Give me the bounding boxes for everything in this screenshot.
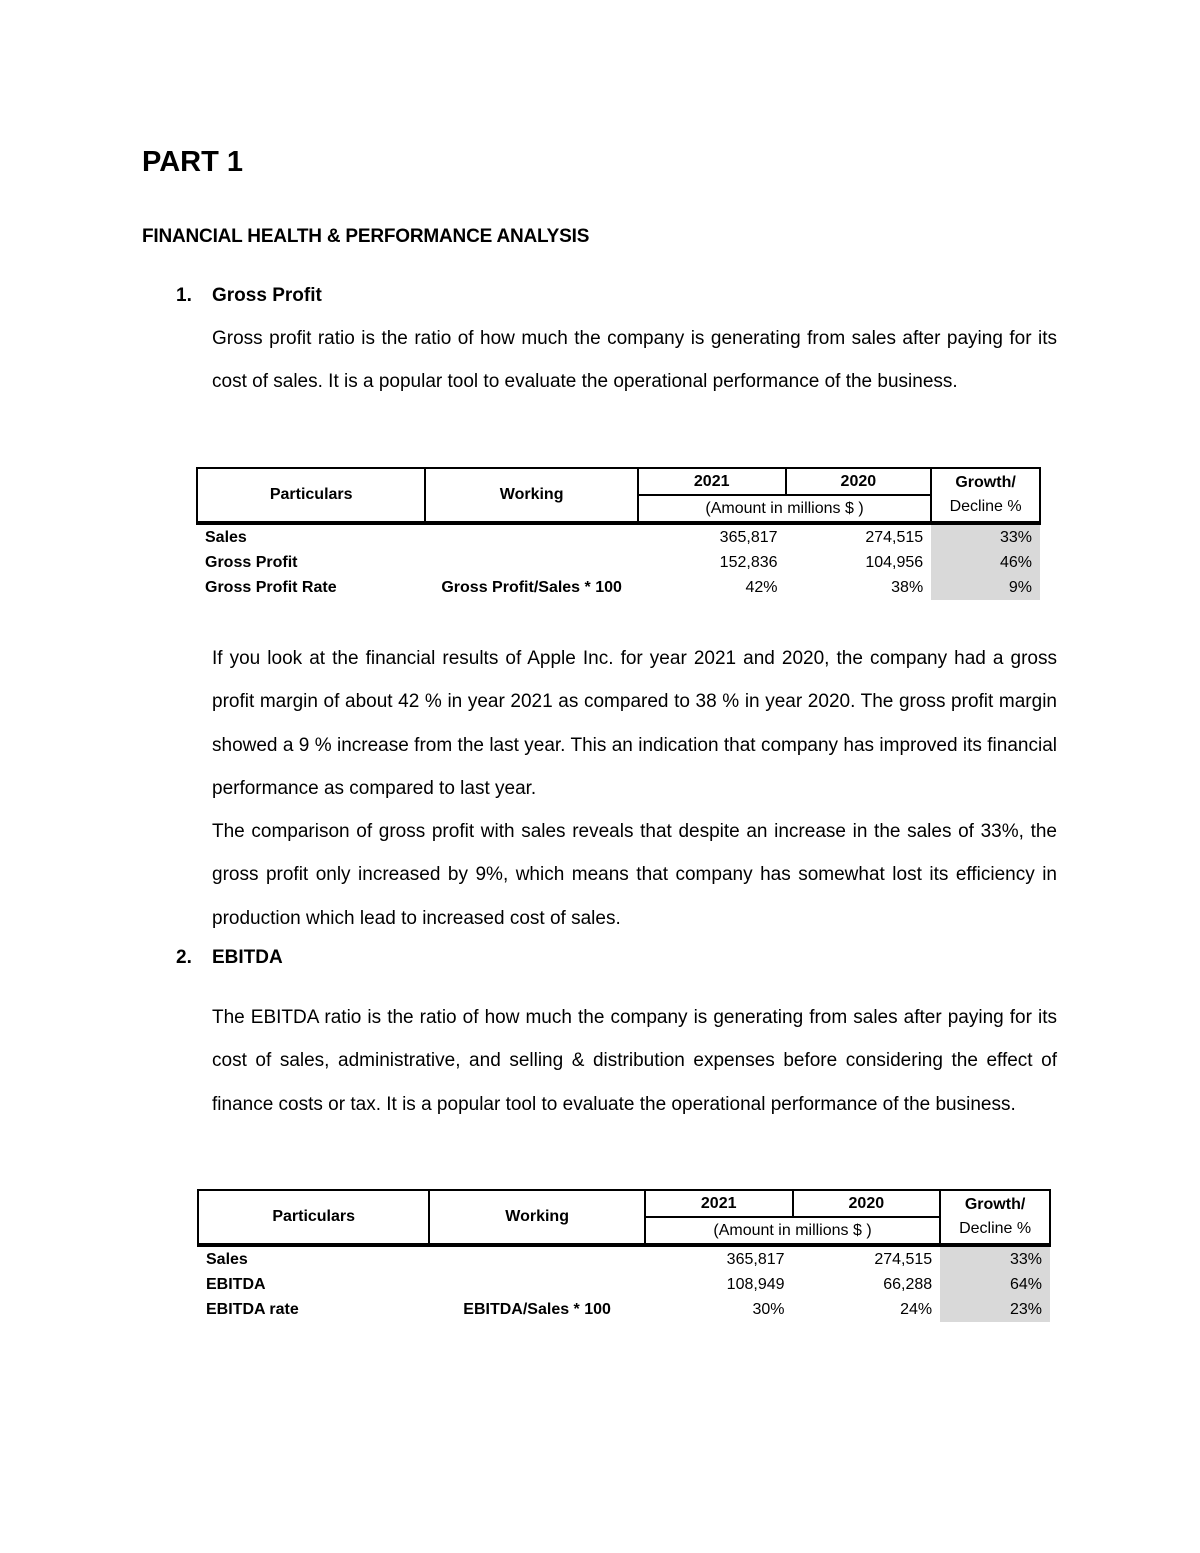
row-2020: 66,288 <box>883 1275 933 1293</box>
col-growth <box>931 468 1040 523</box>
row-working <box>425 550 637 575</box>
row-label: Sales <box>205 528 247 546</box>
row-label: Sales <box>206 1250 248 1268</box>
row-working <box>425 523 637 550</box>
heading-number: 2. <box>176 947 192 968</box>
col-particulars: Particulars <box>197 468 425 523</box>
row-working: EBITDA/Sales * 100 <box>463 1300 611 1318</box>
table-row <box>197 523 1040 550</box>
row-working: Gross Profit/Sales * 100 <box>441 578 622 596</box>
row-growth: 33% <box>940 1245 1050 1272</box>
col-growth-line1: Growth/ <box>964 1196 1026 1213</box>
table-row <box>198 1272 1050 1297</box>
row-2020: 274,515 <box>865 528 924 546</box>
col-amount: (Amount in millions $ ) <box>645 1217 940 1245</box>
table-row <box>197 575 1040 600</box>
row-label: Gross Profit <box>205 553 298 571</box>
row-2021: 365,817 <box>726 1250 785 1268</box>
row-2020: 274,515 <box>874 1250 933 1268</box>
row-working <box>429 1245 645 1272</box>
gross-profit-analysis-2: The comparison of gross profit with sales reveals that despite an increase in the sales of 33%, the gross profit only increased by 9%, which means that company has somewhat lost its efficiency in production which lead to increased cost of sales. <box>212 821 1057 929</box>
col-particulars: Particulars <box>198 1190 429 1245</box>
heading-text: Gross Profit <box>212 285 322 306</box>
row-2021: 152,836 <box>719 553 778 571</box>
col-2021: 2021 <box>645 1190 793 1217</box>
row-growth: 33% <box>931 523 1040 550</box>
row-2020: 24% <box>900 1300 933 1318</box>
col-amount: (Amount in millions $ ) <box>638 495 931 523</box>
col-growth-line1: Growth/ <box>955 474 1016 491</box>
row-label: EBITDA <box>206 1275 266 1293</box>
row-label: Gross Profit Rate <box>205 578 337 596</box>
row-2021: 108,949 <box>726 1275 785 1293</box>
row-working <box>429 1272 645 1297</box>
heading-gross-profit <box>176 285 322 307</box>
col-2021: 2021 <box>638 468 786 495</box>
row-growth: 23% <box>940 1297 1050 1322</box>
row-2021: 365,817 <box>719 528 778 546</box>
section-title: FINANCIAL HEALTH & PERFORMANCE ANALYSIS <box>142 226 590 247</box>
ebitda-table <box>197 1189 1051 1322</box>
table-row <box>198 1245 1050 1272</box>
row-2021: 42% <box>745 578 778 596</box>
table-row <box>198 1297 1050 1322</box>
row-2021: 30% <box>752 1300 785 1318</box>
ebitda-intro: The EBITDA ratio is the ratio of how much the company is generating from sales after paying for its cost of sales, administrative, and selling & distribution expenses before considering the effect of finance costs or tax. It is a popular tool to evaluate the operational performance of the business. <box>212 1007 1057 1115</box>
heading-ebitda <box>176 947 283 969</box>
row-label: EBITDA rate <box>206 1300 299 1318</box>
col-2020: 2020 <box>786 468 932 495</box>
col-working: Working <box>425 468 637 523</box>
col-2020: 2020 <box>793 1190 941 1217</box>
col-growth-line2: Decline % <box>959 1220 1032 1237</box>
col-working: Working <box>429 1190 645 1245</box>
gross-profit-table <box>196 467 1041 600</box>
row-2020: 104,956 <box>865 553 924 571</box>
row-growth: 46% <box>931 550 1040 575</box>
heading-number: 1. <box>176 285 192 306</box>
gross-profit-analysis-1: If you look at the financial results of Apple Inc. for year 2021 and 2020, the company had a gross profit margin of about 42 % in year 2021 as compared to 38 % in year 2020. The gross profit margin showed a 9 % increase from the last year. This an indication that company has improved its financial performance as compared to last year. <box>212 648 1057 799</box>
part-title: PART 1 <box>142 146 243 178</box>
col-growth-line2: Decline % <box>949 498 1022 515</box>
heading-text: EBITDA <box>212 947 283 968</box>
row-2020: 38% <box>891 578 924 596</box>
gross-profit-intro: Gross profit ratio is the ratio of how much the company is generating from sales after paying for its cost of sales. It is a popular tool to evaluate the operational performance of the business. <box>212 328 1057 393</box>
row-growth: 9% <box>931 575 1040 600</box>
table-row <box>197 550 1040 575</box>
row-growth: 64% <box>940 1272 1050 1297</box>
col-growth <box>940 1190 1050 1245</box>
